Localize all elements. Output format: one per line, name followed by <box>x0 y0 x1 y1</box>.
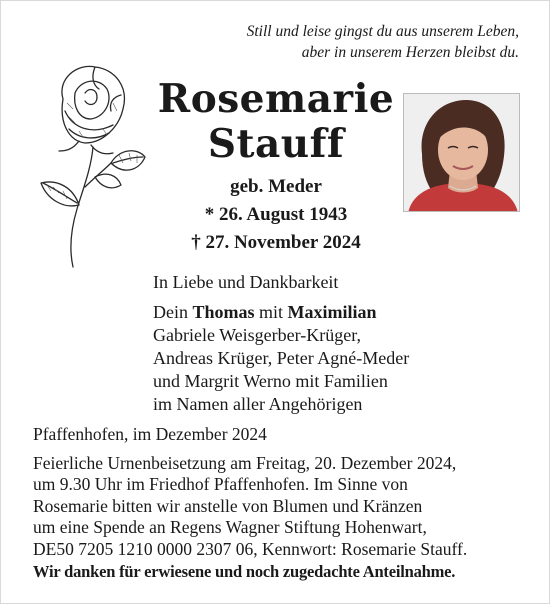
mourner-line <box>153 301 533 324</box>
notice-line: um 9.30 Uhr im Friedhof Pfaffenhofen. Im Sinne von <box>33 474 408 494</box>
mourners-intro: In Liebe und Dankbarkeit <box>153 272 339 292</box>
thanks-line: Wir danken für erwiesene und noch zugedachte Anteilnahme. <box>33 562 456 581</box>
notice-line: Feierliche Urnenbeisetzung am Freitag, 20. Dezember 2024, <box>33 452 457 473</box>
maiden-name: geb. Meder <box>230 176 322 197</box>
mourner-line: und Margrit Werno mit Familien <box>153 371 388 391</box>
last-name: Stauff <box>207 121 345 167</box>
birth-date: * 26. August 1943 <box>204 204 348 225</box>
poem-line: aber in unserem Herzen bleibst du. <box>301 44 519 61</box>
mourner-name: Maximilian <box>287 302 377 322</box>
mourners-block <box>153 271 533 416</box>
mourner-name: Thomas <box>192 302 255 322</box>
mourner-line: Andreas Krüger, Peter Agné-Meder <box>153 348 410 368</box>
first-name: Rosemarie <box>157 76 395 122</box>
notice-line: Rosemarie bitten wir anstelle von Blumen und Kränzen <box>33 495 423 516</box>
rose-drawing-icon <box>33 59 153 269</box>
poem-line: Still und leise gingst du aus unserem Leben, <box>246 23 519 40</box>
portrait-image <box>404 94 520 212</box>
portrait-photo <box>403 93 520 212</box>
notice-line: um eine Spende an Regens Wagner Stiftung Hohenwart, <box>33 517 427 537</box>
mourner-line: Gabriele Weisgerber-Krüger, <box>153 325 362 345</box>
deceased-block <box>151 77 401 257</box>
mourner-text: mit <box>254 302 288 322</box>
poem <box>139 21 519 63</box>
notice-line: DE50 7205 1210 0000 2307 06, Kennwort: Rosemarie Stauff. <box>33 538 468 559</box>
funeral-notice <box>33 424 533 560</box>
place-date: Pfaffenhofen, im Dezember 2024 <box>33 424 267 444</box>
mourner-line: im Namen aller Angehörigen <box>153 394 363 414</box>
mourner-text: Dein <box>153 302 193 322</box>
death-date: † 27. November 2024 <box>191 232 361 253</box>
